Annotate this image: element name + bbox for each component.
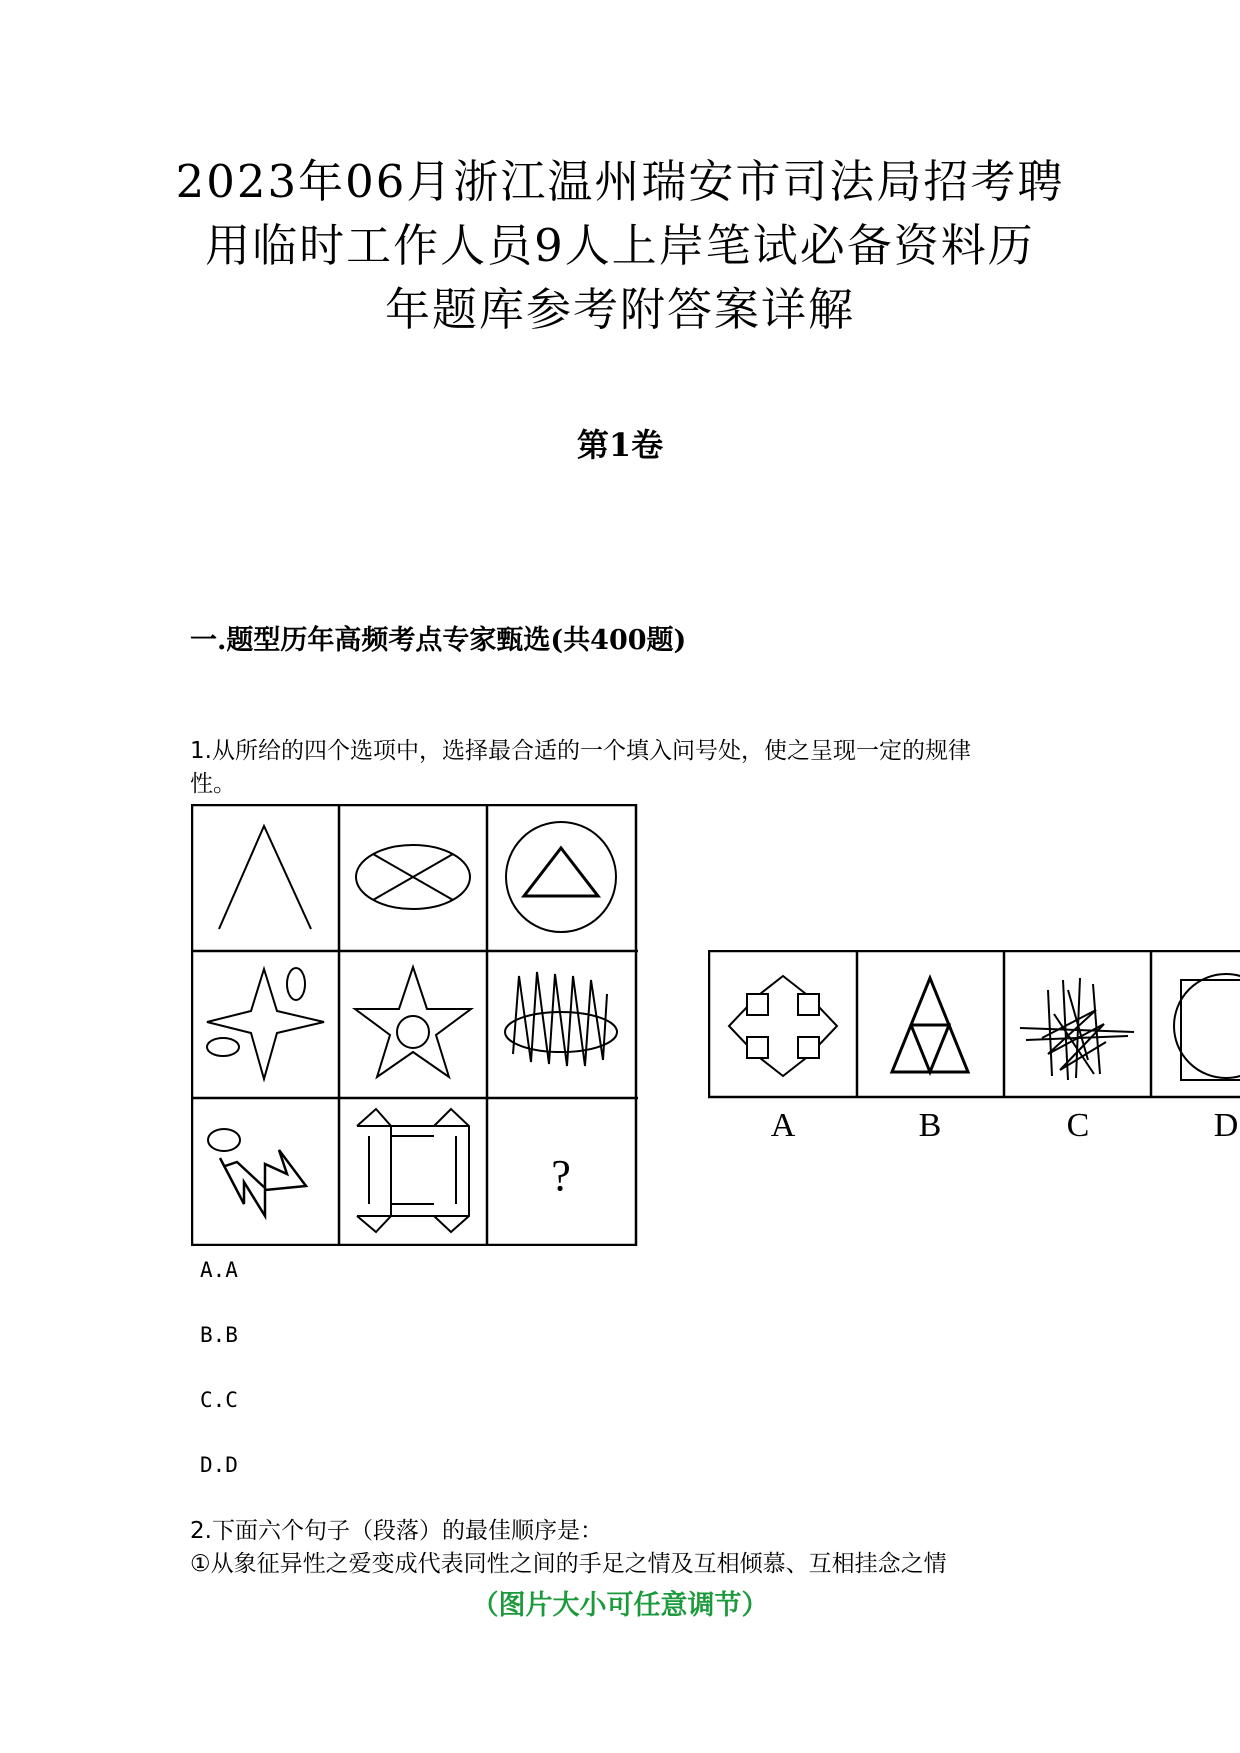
option-label-d: D <box>1213 1107 1239 1144</box>
answer-option-d: D.D <box>200 1453 238 1477</box>
option-b-figure <box>892 978 968 1072</box>
cell-4-figure <box>207 968 324 1079</box>
question-1-stem <box>190 735 1090 801</box>
cell-6-figure <box>505 972 617 1066</box>
cell-3-figure <box>506 822 616 932</box>
question-1-stem-line-1: 1.从所给的四个选项中，选择最合适的一个填入问号处，使之呈现一定的规律 <box>190 738 971 764</box>
option-label-a: A <box>770 1107 796 1144</box>
document-title <box>150 150 1090 342</box>
answer-option-a: A.A <box>200 1258 238 1282</box>
title-line-2: 用临时工作人员9人上岸笔试必备资料历 <box>205 219 1035 272</box>
volume-heading: 第1卷 <box>576 426 664 464</box>
title-line-3: 年题库参考附答案详解 <box>384 283 855 336</box>
cell-1-figure <box>219 826 311 929</box>
question-2-stem: 2.下面六个句子（段落）的最佳顺序是： <box>190 1518 603 1544</box>
question-1-stem-line-2: 性。 <box>190 771 236 797</box>
cell-5-figure <box>355 967 471 1077</box>
option-label-b: B <box>918 1107 942 1144</box>
cell-7-figure <box>208 1129 306 1216</box>
option-d-figure <box>1174 974 1240 1080</box>
question-2-sentence-1: ①从象征异性之爱变成代表同性之间的手足之情及互相倾慕、互相挂念之情 <box>190 1551 947 1577</box>
answer-option-b: B.B <box>200 1323 238 1347</box>
option-figures <box>708 950 1240 1150</box>
cell-2-figure <box>356 845 470 909</box>
cell-8-figure <box>357 1109 469 1232</box>
question-mark: ? <box>551 1151 571 1200</box>
option-label-c: C <box>1066 1107 1090 1144</box>
option-c-figure <box>1020 978 1134 1080</box>
title-line-1: 2023年06月浙江温州瑞安市司法局招考聘 <box>175 155 1065 208</box>
question-2 <box>190 1515 1140 1581</box>
option-a-figure <box>729 976 837 1076</box>
section-heading: 一.题型历年高频考点专家甄选(共400题) <box>190 625 687 656</box>
figure-grid <box>191 804 638 1246</box>
resize-hint: （图片大小可任意调节） <box>471 1590 769 1621</box>
answer-option-c: C.C <box>200 1388 238 1412</box>
